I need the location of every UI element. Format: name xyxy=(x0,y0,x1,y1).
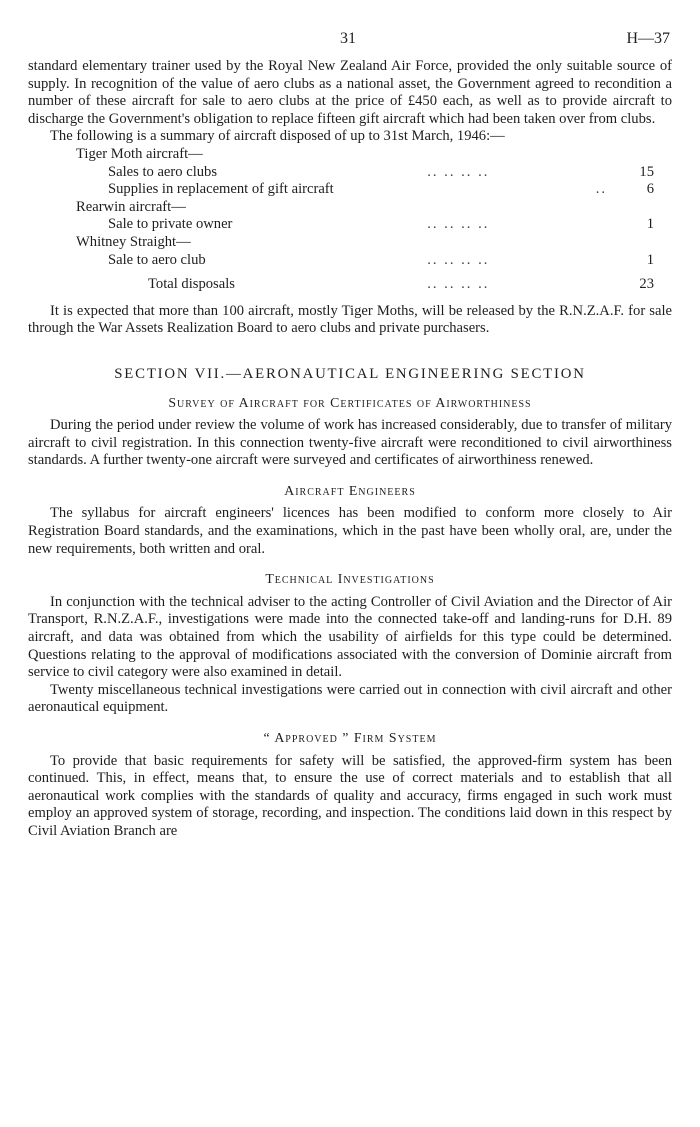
paragraph: The syllabus for aircraft engineers' licences has been modified to conform more closely to Air Registration Board standards, and the examinations, which in the past have been wholly oral, are, under the new requirements, both written and oral. xyxy=(28,505,672,557)
subsection-heading: Aircraft Engineers xyxy=(284,482,416,498)
category-label: Whitney Straight— xyxy=(76,233,191,250)
paragraph-intro-continuation: standard elementary trainer used by the Royal New Zealand Air Force, provided the only suitable source of supply. In recognition of the value of aero clubs as a national asset, the Government agreed to recondition a number of these aircraft for sale to aero clubs at the price of £450 each, as well as to provide aircraft to discharge the Government's obligation to replace fifteen gift aircraft which had been taken over from clubs. xyxy=(28,58,672,127)
item-label: Sale to private owner xyxy=(108,216,233,233)
aircraft-disposals-table xyxy=(28,146,672,294)
paragraph: Twenty miscellaneous technical investigations were carried out in connection with civil aircraft and other aeronautical equipment. xyxy=(28,681,672,716)
item-value: 1 xyxy=(646,216,654,233)
table-category-row xyxy=(28,234,672,252)
table-row xyxy=(28,216,672,234)
paragraph: In conjunction with the technical adviser to the acting Controller of Civil Aviation and the Director of Air Transport, R.N.Z.A.F., investigations were made into the connected take-off and landing-runs for D.H. 89 aircraft, and data was obtained from which the usability of airfields for this type could be determined. Questions relating to the approval of modifications associated with the conversion of Dominie aircraft from service to civil category were also examined in detail. xyxy=(28,593,672,681)
page-number: 31 xyxy=(340,30,356,47)
item-value: 15 xyxy=(639,163,654,180)
paragraph: During the period under review the volume of work has increased considerably, due to transfer of military aircraft to civil registration. In this connection twenty-five aircraft were reconditioned to civil airworthiness standards. A further twenty-one aircraft were surveyed and certificates of airworthiness renewed. xyxy=(28,417,672,469)
item-value: 1 xyxy=(646,251,654,268)
subsection-heading: “ Approved ” Firm System xyxy=(263,730,437,745)
table-row xyxy=(28,164,672,182)
item-label: Sale to aero club xyxy=(108,251,206,268)
leader-dots: .. .. .. .. xyxy=(427,276,490,293)
leader-dots: .. .. .. .. xyxy=(427,216,490,233)
table-category-row xyxy=(28,146,672,164)
item-label: Sales to aero clubs xyxy=(108,163,218,180)
paragraph-outlook: It is expected that more than 100 aircraft, mostly Tiger Moths, will be released by the R.N.Z.A.F. for sale through the War Assets Realization Board to aero clubs and private purchasers. xyxy=(28,302,672,337)
table-row xyxy=(28,181,672,199)
paragraph-summary-lead: The following is a summary of aircraft disposed of up to 31st March, 1946:— xyxy=(50,128,505,145)
leader-dots: .. .. .. .. xyxy=(427,163,490,180)
item-value: 6 xyxy=(646,181,654,198)
table-row xyxy=(28,252,672,270)
page-header xyxy=(28,30,672,58)
leader-dots: .. xyxy=(595,181,608,198)
leader-dots: .. .. .. .. xyxy=(427,251,490,268)
section-title: SECTION VII.—AERONAUTICAL ENGINEERING SECTION xyxy=(114,365,586,382)
table-total-row xyxy=(28,269,672,294)
total-label: Total disposals xyxy=(148,276,235,293)
item-label: Supplies in replacement of gift aircraft xyxy=(108,181,334,198)
total-value: 23 xyxy=(639,276,654,293)
table-category-row xyxy=(28,199,672,217)
subsection-heading: Survey of Aircraft for Certificates of Airworthiness xyxy=(168,394,532,410)
category-label: Tiger Moth aircraft— xyxy=(76,145,203,162)
category-label: Rearwin aircraft— xyxy=(76,198,186,215)
document-reference: H—37 xyxy=(626,30,670,47)
subsection-heading: Technical Investigations xyxy=(265,571,435,587)
paragraph: To provide that basic requirements for safety will be satisfied, the approved-firm system has been continued. This, in effect, means that, to ensure the use of correct materials and to establish that all aeronautical work complies with the standards of quality and accuracy, firms engaged in such work must employ an approved system of storage, recording, and inspection. The conditions laid down in this respect by Civil Aviation Branch are xyxy=(28,752,672,839)
